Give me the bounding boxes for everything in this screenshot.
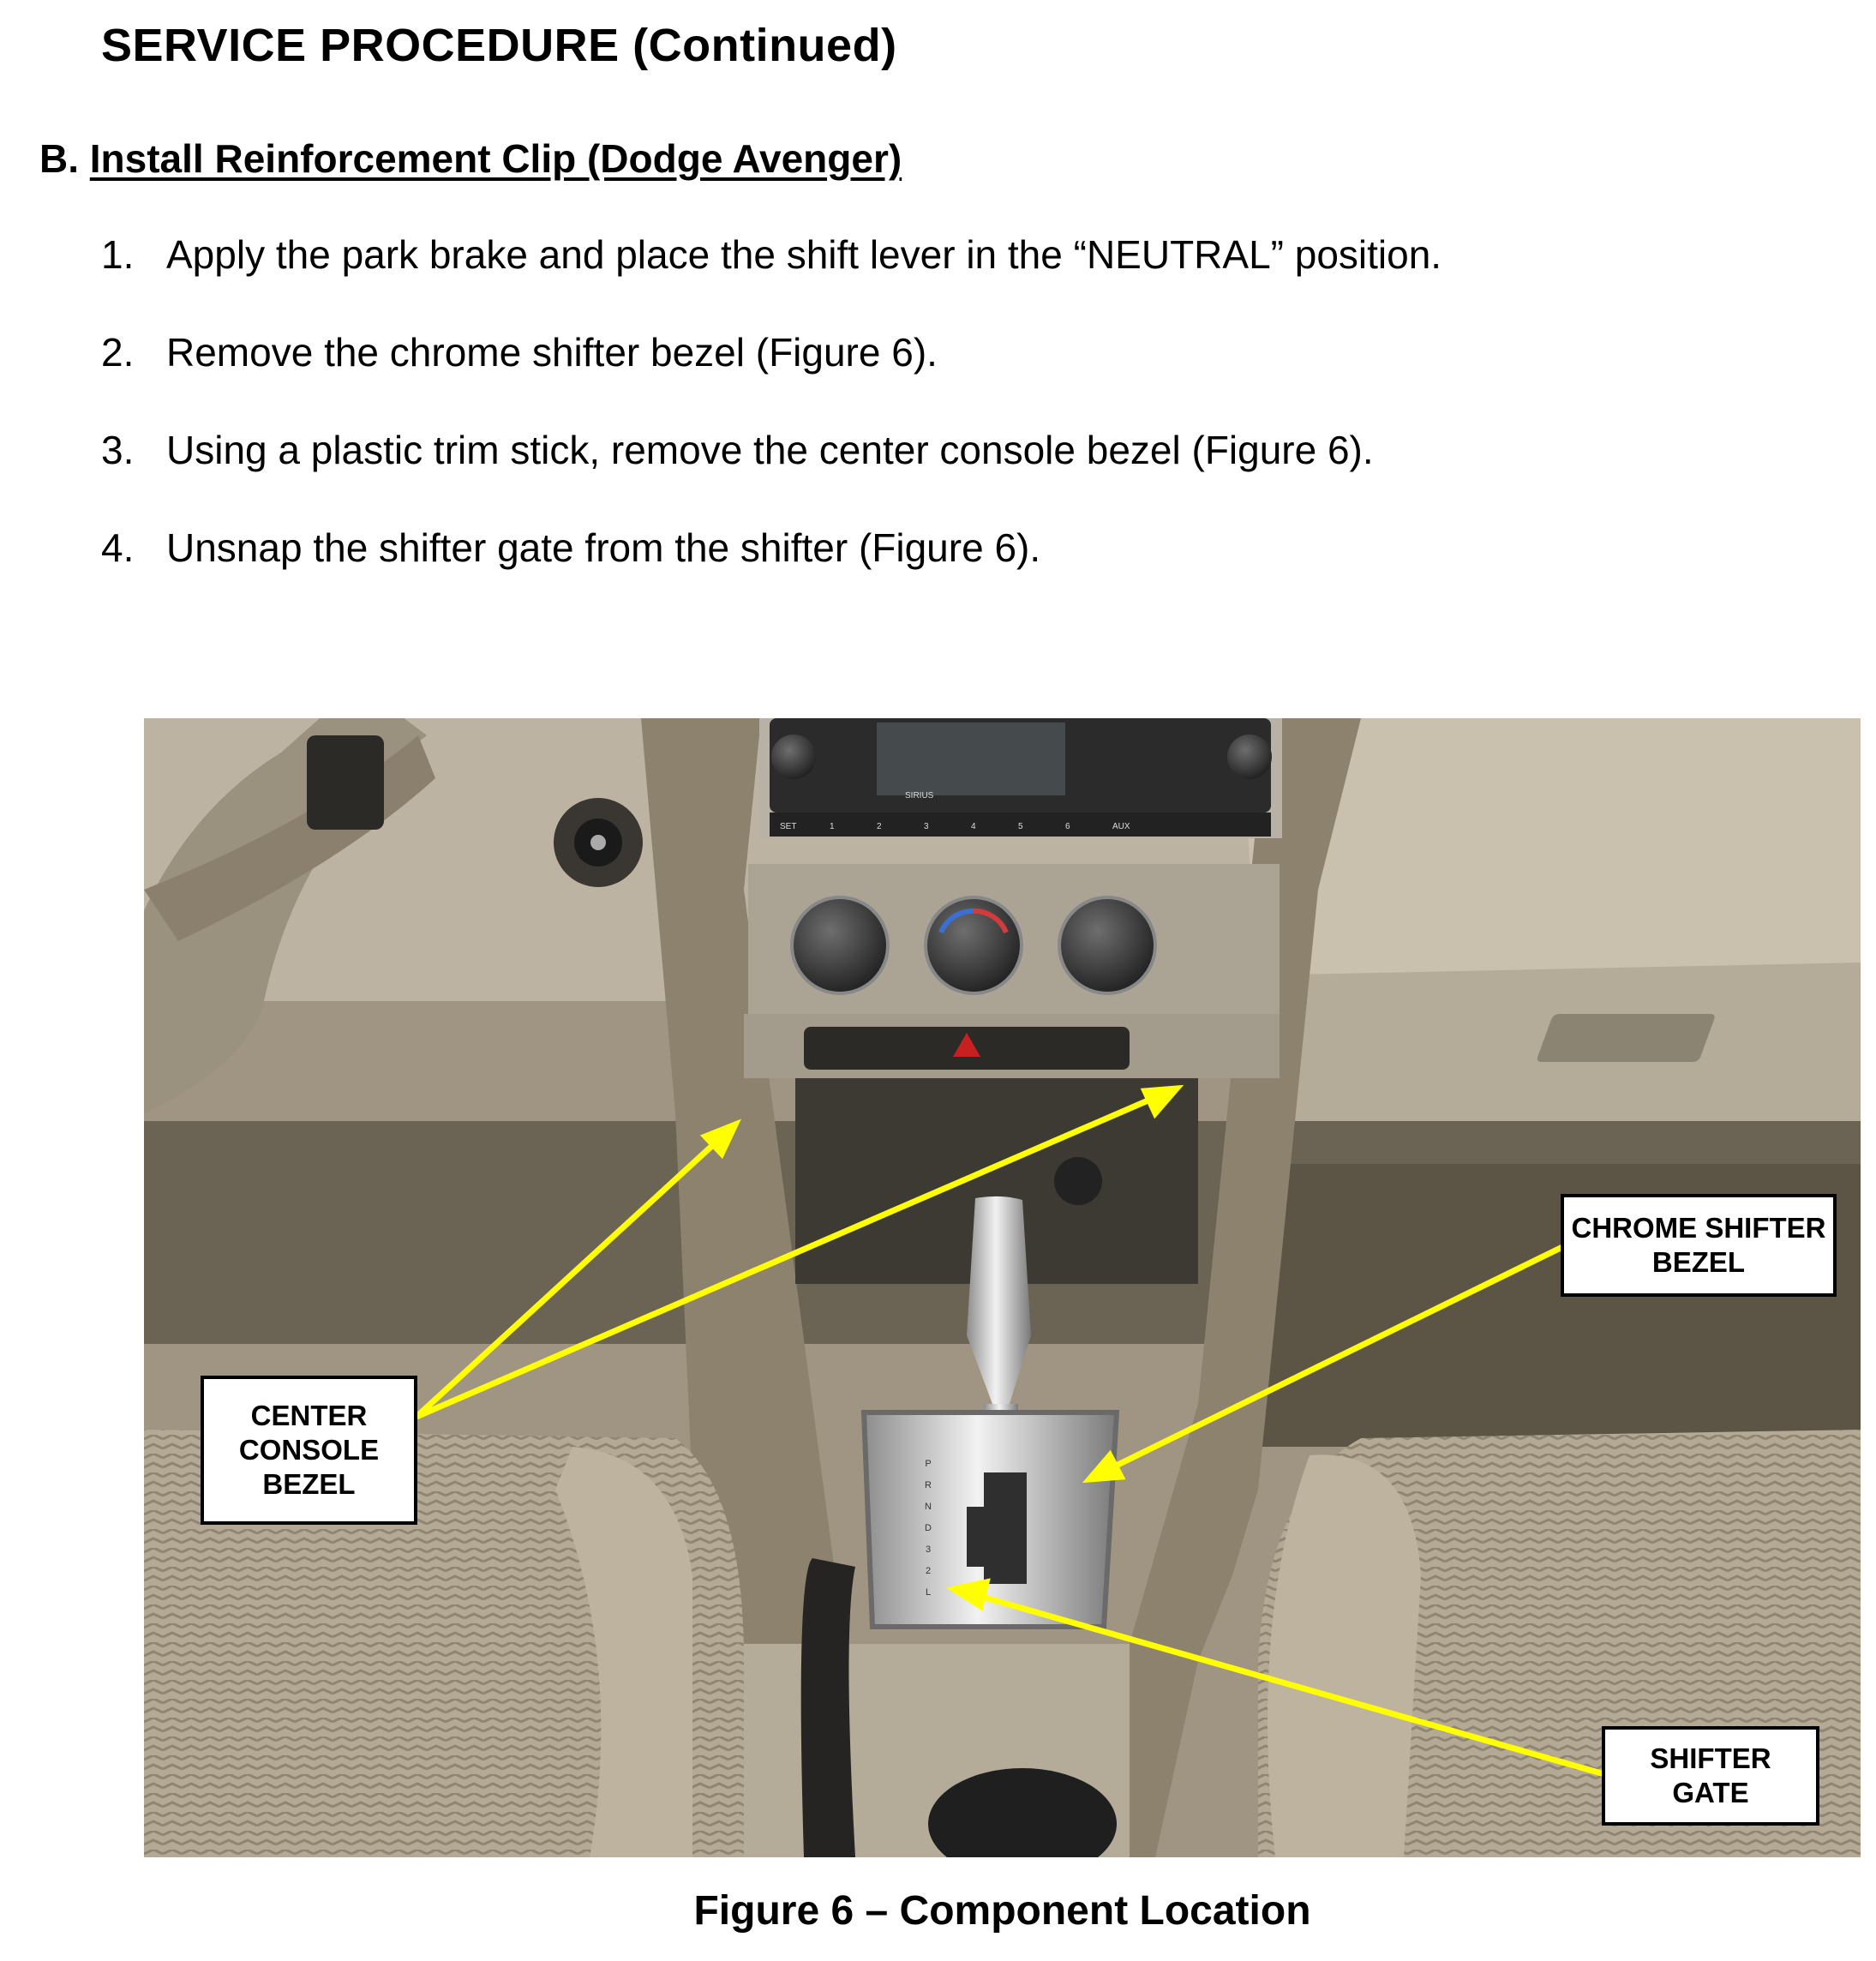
section-title: Install Reinforcement Clip (Dodge Avenger) [89,136,902,181]
step-item [101,525,1441,622]
radio-preset-label: SET [780,822,797,831]
callout-line: CHROME SHIFTER [1571,1212,1826,1244]
callout-line: BEZEL [262,1468,356,1500]
radio-preset-label: 1 [830,822,835,831]
gear-letter: N [925,1502,932,1512]
radio-preset-label: 4 [971,822,976,831]
step-number: 1. [101,232,135,277]
gear-letter: 3 [925,1544,932,1555]
step-text: Apply the park brake and place the shift lever in the “NEUTRAL” position. [166,232,1442,277]
radio-brand-label: SIRIUS [905,791,934,801]
callout-line: SHIFTER [1650,1742,1771,1774]
page-heading: SERVICE PROCEDURE (Continued) [101,20,897,71]
component-location-photo [144,718,1861,1857]
gear-letter: P [925,1459,932,1469]
callout-chrome-shifter-bezel [1561,1194,1837,1297]
gear-letter: D [925,1523,932,1533]
callout-line: CENTER [250,1400,368,1431]
step-number: 2. [101,330,135,375]
gear-letter: R [925,1480,932,1490]
step-number: 4. [101,525,135,570]
radio-preset-label: 2 [877,822,882,831]
callout-center-console-bezel [201,1376,417,1525]
radio-preset-label: 6 [1065,822,1070,831]
section-letter: B. [39,136,79,181]
gear-letter: L [925,1587,932,1598]
figure-caption: Figure 6 – Component Location [693,1888,1311,1934]
radio-preset-row [770,813,1271,837]
callout-shifter-gate [1602,1726,1819,1826]
step-item [101,329,1441,427]
step-text: Unsnap the shifter gate from the shifter (Figure 6). [166,525,1041,570]
gear-letter: 2 [925,1566,932,1576]
callout-line: BEZEL [1651,1246,1746,1278]
procedure-steps [101,231,1441,622]
step-item [101,427,1441,525]
radio-preset-label: 5 [1018,822,1023,831]
section-heading [39,135,902,182]
callout-line: CONSOLE [238,1434,380,1466]
step-number: 3. [101,428,135,472]
step-text: Using a plastic trim stick, remove the center console bezel (Figure 6). [166,428,1374,472]
step-text: Remove the chrome shifter bezel (Figure 6). [166,330,938,375]
radio-preset-label: AUX [1112,822,1130,831]
step-item [101,231,1441,329]
callout-line: GATE [1672,1777,1749,1808]
radio-preset-label: 3 [924,822,929,831]
